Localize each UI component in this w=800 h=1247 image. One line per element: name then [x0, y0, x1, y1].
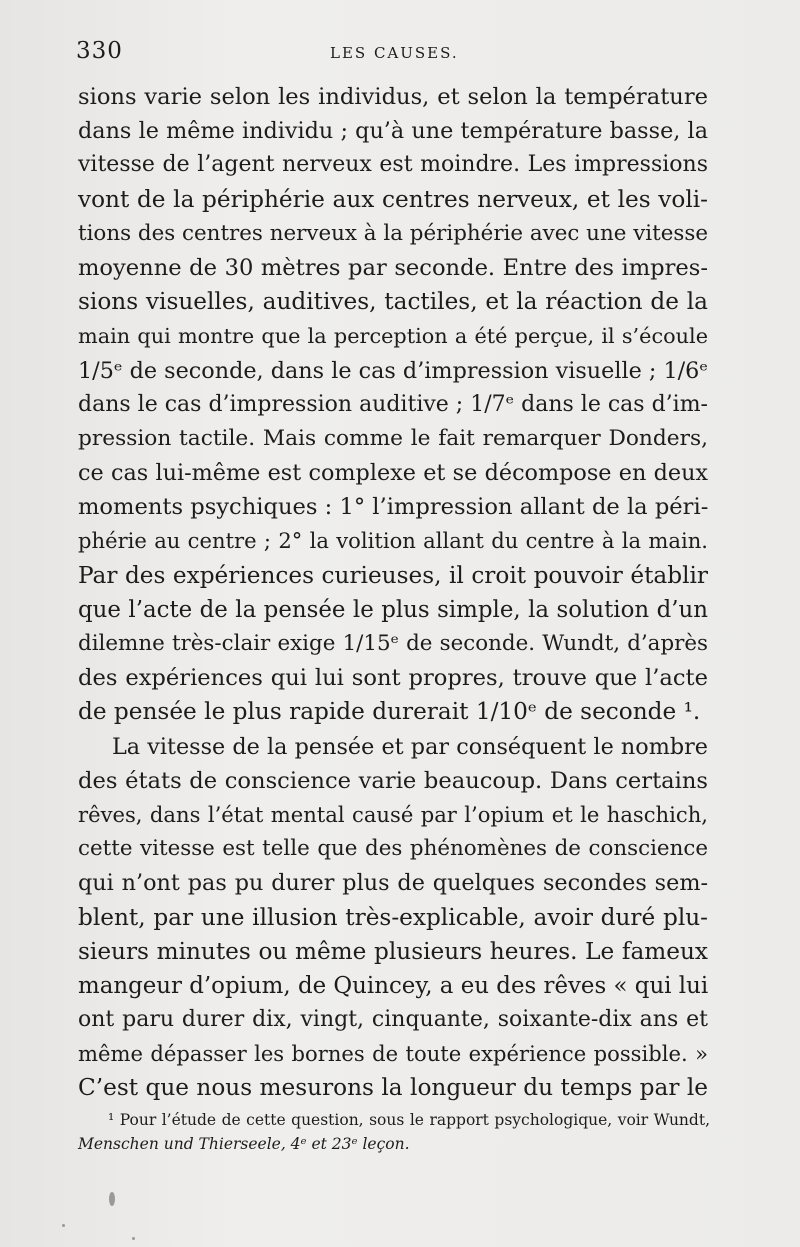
text-line: des expériences qui lui sont propres, trouve que l’acte — [78, 665, 708, 692]
text-line: rêves, dans l’état mental causé par l’opium et le haschich, — [78, 801, 708, 827]
text-line: dans le même individu ; qu’à une température basse, la — [78, 118, 708, 145]
text-line: des états de conscience varie beaucoup. Dans certains — [78, 767, 708, 794]
text-line: ont paru durer dix, vingt, cinquante, soixante-dix ans et — [78, 1007, 708, 1033]
text-line: dilemne très-clair exige 1/15ᵉ de seconde. Wundt, d’après — [78, 631, 708, 656]
text-line: ce cas lui-même est complexe et se décompose en deux — [78, 460, 708, 487]
page-number: 330 — [76, 38, 123, 64]
running-head: LES CAUSES. — [330, 44, 459, 62]
footnote-line: Menschen und Thierseele, 4ᵉ et 23ᵉ leçon. — [78, 1135, 410, 1153]
text-line: Par des expériences curieuses, il croit pouvoir établir — [78, 561, 708, 589]
text-line: vitesse de l’agent nerveux est moindre. Les impressions — [78, 152, 708, 178]
footnote-line: ¹ Pour l’étude de cette question, sous le rapport psychologique, voir Wundt, — [108, 1111, 710, 1129]
text-line: 1/5ᵉ de seconde, dans le cas d’impression visuelle ; 1/6ᵉ — [78, 357, 708, 384]
text-line: cette vitesse est telle que des phénomènes de conscience — [78, 836, 708, 862]
text-line: moments psychiques : 1° l’impression allant de la péri- — [78, 494, 709, 521]
paper-speck — [62, 1224, 65, 1227]
text-line: sieurs minutes ou même plusieurs heures. Le fameux — [78, 937, 708, 965]
footnote — [78, 1108, 710, 1156]
text-line: de pensée le plus rapide durerait 1/10ᵉ de seconde ¹. — [78, 698, 701, 726]
text-line: vont de la périphérie aux centres nerveux, et les voli- — [78, 185, 708, 213]
text-line: C’est que nous mesurons la longueur du temps par le — [78, 1074, 708, 1102]
text-line: qui n’ont pas pu durer plus de quelques secondes sem- — [78, 870, 708, 897]
text-line: tions des centres nerveux à la périphérie avec une vitesse — [78, 220, 708, 246]
text-line: moyenne de 30 mètres par seconde. Entre des impres- — [78, 254, 708, 281]
page-header — [76, 38, 708, 68]
text-line: sions visuelles, auditives, tactiles, et la réaction de la — [78, 288, 708, 316]
text-line: main qui montre que la perception a été perçue, il s’écoule — [78, 324, 708, 349]
text-line: pression tactile. Mais comme le fait remarquer Donders, — [78, 425, 708, 451]
text-line: dans le cas d’impression auditive ; 1/7ᵉ dans le cas d’im- — [78, 391, 708, 417]
body-text — [78, 80, 708, 1106]
text-line: sions varie selon les individus, et selon la température — [78, 84, 708, 110]
paper-speck — [132, 1237, 135, 1240]
text-line: blent, par une illusion très-explicable, avoir duré plu- — [78, 903, 708, 931]
text-line: phérie au centre ; 2° la volition allant du centre à la main. — [78, 528, 708, 554]
text-line: même dépasser les bornes de toute expérience possible. » — [78, 1041, 708, 1067]
text-line: que l’acte de la pensée le plus simple, la solution d’un — [78, 596, 708, 623]
paper-speck — [109, 1192, 115, 1206]
text-line: mangeur d’opium, de Quincey, a eu des rêves « qui lui — [78, 972, 709, 999]
paragraph-start-line: La vitesse de la pensée et par conséquent le nombre — [112, 733, 708, 760]
